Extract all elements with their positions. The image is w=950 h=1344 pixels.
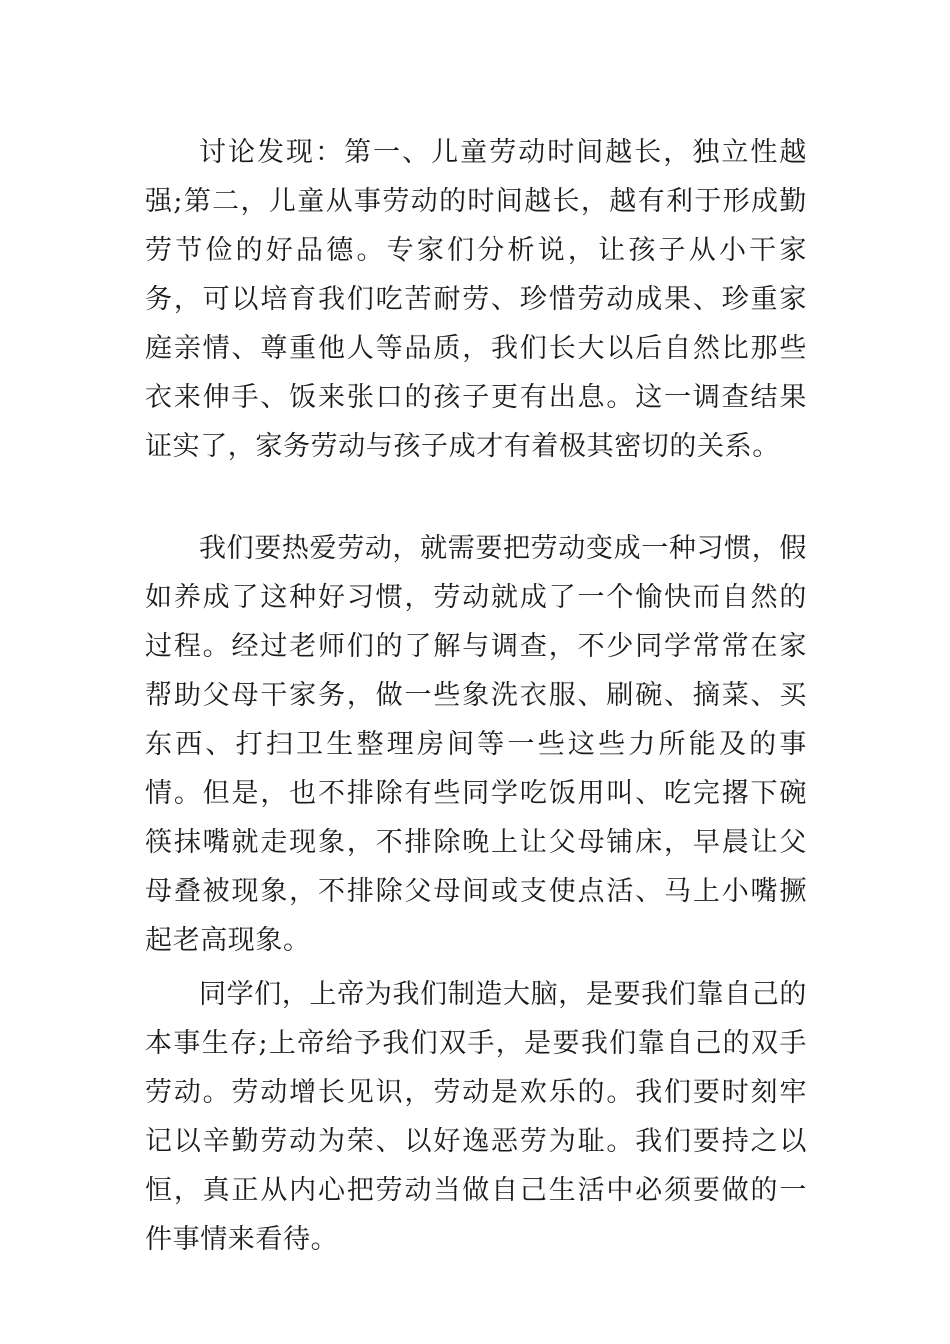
paragraph-2: 我们要热爱劳动，就需要把劳动变成一种习惯，假如养成了这种好习惯，劳动就成了一个愉快而自然的过程。经过老师们的了解与调查，不少同学常常在家帮助父母干家务，做一些象洗衣服、刷碗、摘菜、买东西、打扫卫生整理房间等一些这些力所能及的事情。但是，也不排除有些同学吃饭用叫、吃完撂下碗筷抹嘴就走现象，不排除晚上让父母铺床，早晨让父母叠被现象，不排除父母间或支使点活、马上小嘴撅起老高现象。 [145, 533, 807, 956]
paragraph-1: 讨论发现：第一、儿童劳动时间越长，独立性越强;第二，儿童从事劳动的时间越长，越有利于形成勤劳节俭的好品德。专家们分析说，让孩子从小干家务，可以培育我们吃苦耐劳、珍惜劳动成果、珍重家庭亲情、尊重他人等品质，我们长大以后自然比那些衣来伸手、饭来张口的孩子更有出息。这一调查结果证实了，家务劳动与孩子成才有着极其密切的关系。 [145, 137, 807, 462]
paragraph-3: 同学们，上帝为我们制造大脑，是要我们靠自己的本事生存;上帝给予我们双手，是要我们靠自己的双手劳动。劳动增长见识，劳动是欢乐的。我们要时刻牢记以辛勤劳动为荣、以好逸恶劳为耻。我们要持之以恒，真正从内心把劳动当做自己生活中必须要做的一件事情来看待。 [145, 979, 807, 1255]
